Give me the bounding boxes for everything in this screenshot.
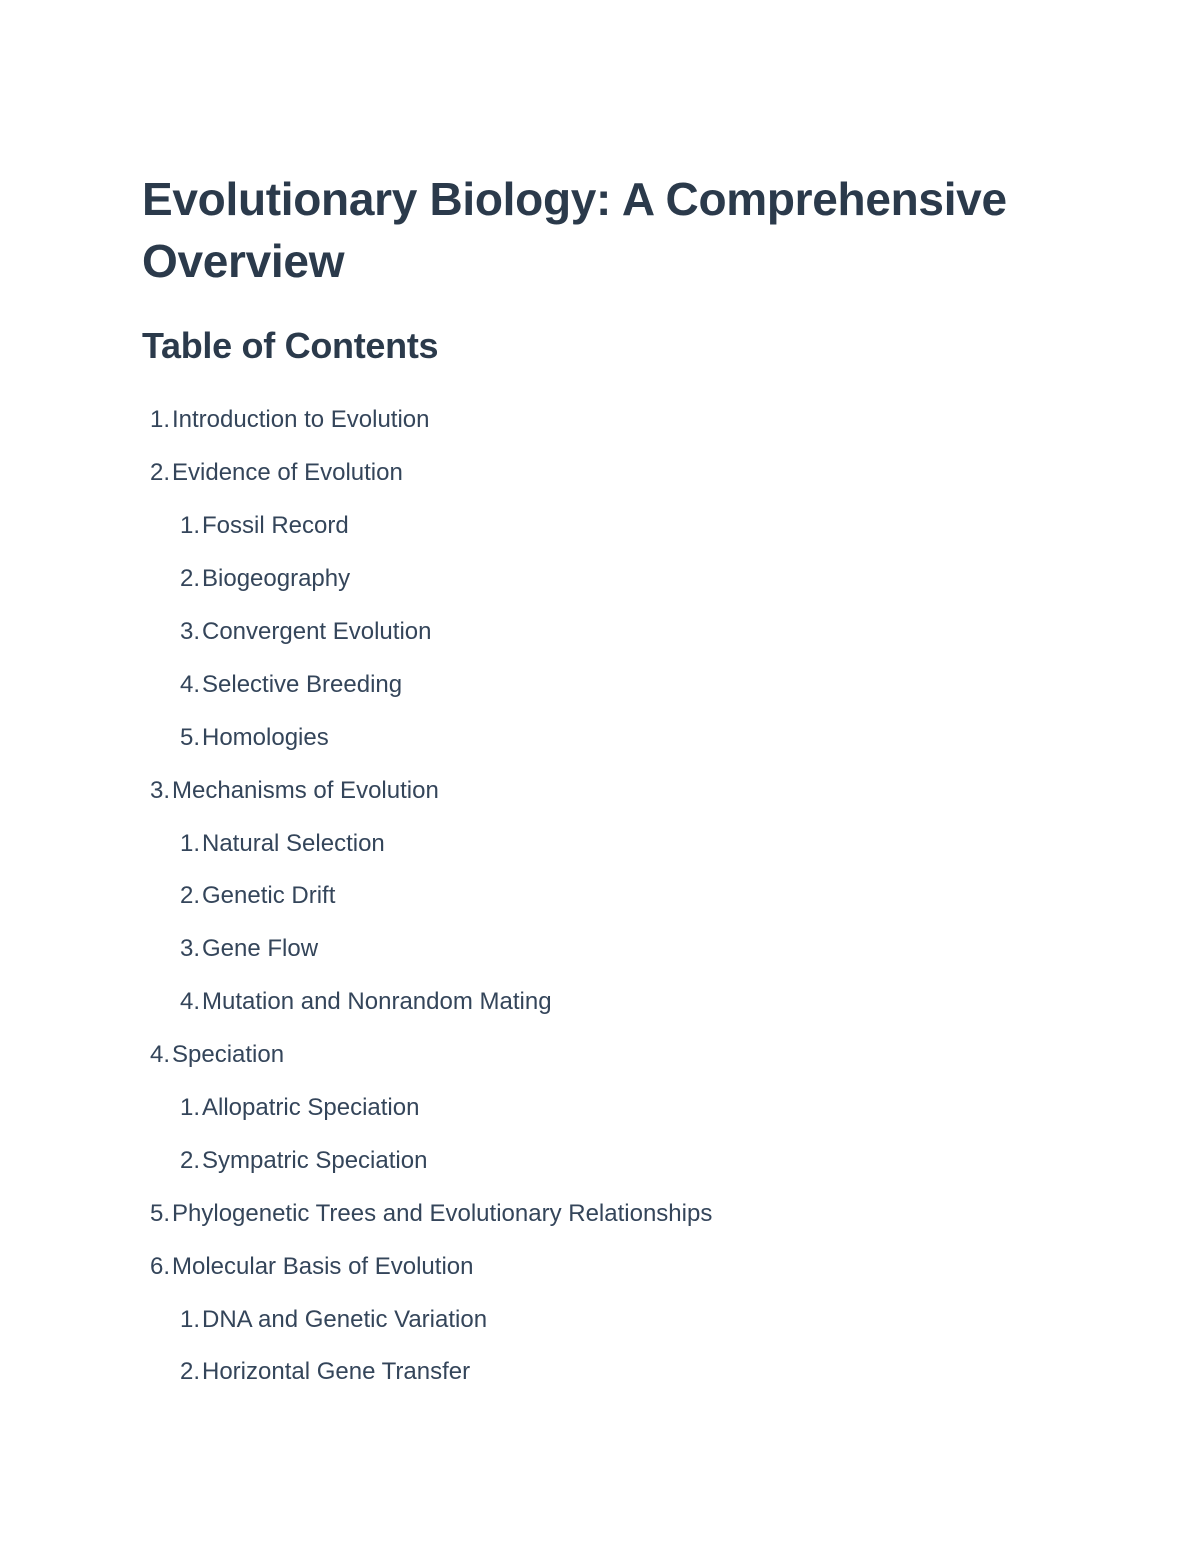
toc-item[interactable] <box>142 394 1072 447</box>
toc-item-label: Allopatric Speciation <box>202 1094 420 1122</box>
toc-item[interactable] <box>142 1134 1072 1187</box>
toc-item-label: Homologies <box>202 723 329 751</box>
toc-item-label: Biogeography <box>202 565 351 593</box>
toc-item-label: Molecular Basis of Evolution <box>172 1252 474 1280</box>
toc-item[interactable] <box>142 500 1072 553</box>
toc-item-number: 1. <box>149 406 170 434</box>
toc-item-label: Fossil Record <box>202 512 349 540</box>
toc-item[interactable] <box>142 447 1072 500</box>
toc-item-number: 4. <box>179 670 200 698</box>
toc-item[interactable] <box>142 1029 1072 1082</box>
toc-item[interactable] <box>142 870 1072 923</box>
toc-item[interactable] <box>142 606 1072 659</box>
toc-heading: Table of Contents <box>142 325 439 366</box>
toc-item-label: Natural Selection <box>202 829 385 857</box>
toc-item-number: 3. <box>179 618 200 645</box>
toc-item-number: 2. <box>149 459 170 487</box>
table-of-contents <box>142 394 1072 1399</box>
toc-item[interactable] <box>142 764 1072 817</box>
toc-item-label: Selective Breeding <box>202 670 403 698</box>
toc-item-label: Convergent Evolution <box>202 618 432 645</box>
toc-item[interactable] <box>142 1346 1072 1399</box>
toc-item-number: 4. <box>149 1041 170 1069</box>
toc-item-label: Speciation <box>172 1041 285 1069</box>
toc-item[interactable] <box>142 1293 1072 1346</box>
document-title: Evolutionary Biology: A Comprehensive Overview <box>142 173 1007 287</box>
toc-item-number: 1. <box>179 829 200 857</box>
toc-item[interactable] <box>142 711 1072 764</box>
toc-item[interactable] <box>142 658 1072 711</box>
toc-item-number: 5. <box>149 1199 170 1227</box>
toc-item[interactable] <box>142 817 1072 870</box>
toc-item-label: Genetic Drift <box>202 882 336 910</box>
toc-item-label: Horizontal Gene Transfer <box>202 1358 471 1386</box>
toc-item-label: Mutation and Nonrandom Mating <box>202 988 552 1016</box>
toc-item-label: Phylogenetic Trees and Evolutionary Relationships <box>172 1199 713 1227</box>
toc-item-label: Gene Flow <box>202 935 319 963</box>
toc-item-number: 2. <box>179 565 200 593</box>
toc-item[interactable] <box>142 1187 1072 1240</box>
toc-item-label: Sympatric Speciation <box>202 1146 428 1174</box>
toc-item[interactable] <box>142 1240 1072 1293</box>
document-page <box>142 168 1072 1399</box>
toc-item-number: 2. <box>179 1358 200 1386</box>
toc-item-number: 1. <box>179 512 200 540</box>
toc-item[interactable] <box>142 1082 1072 1135</box>
toc-item-label: Evidence of Evolution <box>172 459 403 487</box>
toc-item-number: 5. <box>179 723 200 751</box>
toc-item-number: 2. <box>179 1146 200 1174</box>
toc-item-label: Mechanisms of Evolution <box>172 776 439 804</box>
toc-item-number: 4. <box>179 988 200 1016</box>
toc-item-number: 1. <box>179 1094 200 1122</box>
toc-item-number: 6. <box>149 1252 170 1280</box>
toc-item[interactable] <box>142 923 1072 976</box>
toc-item-number: 2. <box>179 882 200 910</box>
toc-item-number: 1. <box>179 1305 200 1333</box>
toc-item-number: 3. <box>179 935 200 963</box>
toc-item[interactable] <box>142 553 1072 606</box>
toc-item-label: Introduction to Evolution <box>172 406 430 434</box>
toc-item-label: DNA and Genetic Variation <box>202 1305 488 1333</box>
toc-item[interactable] <box>142 976 1072 1029</box>
toc-item-number: 3. <box>149 776 170 804</box>
